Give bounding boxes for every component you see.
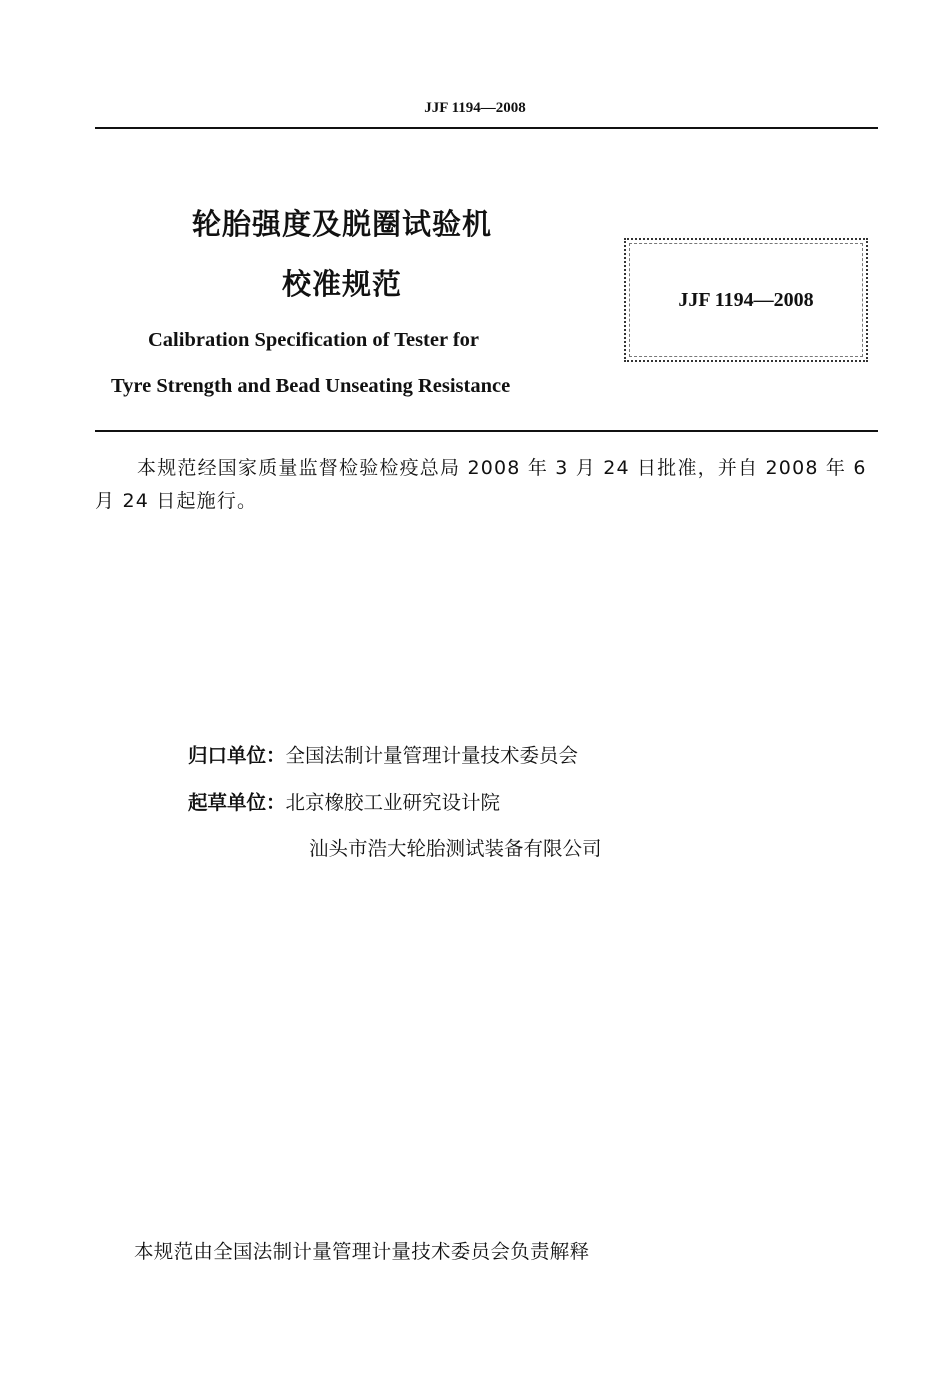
drafting-unit-label: 起草单位：	[188, 791, 286, 814]
title-divider	[95, 430, 878, 432]
header-standard-code: JJF 1194—2008	[424, 100, 526, 116]
interpretation-note: 本规范由全国法制计量管理计量技术委员会负责解释	[134, 1240, 590, 1263]
drafting-unit-row	[188, 787, 500, 815]
drafting-unit-name-2: 汕头市浩大轮胎测试装备有限公司	[309, 837, 602, 860]
drafting-unit-name-1: 北京橡胶工业研究设计院	[285, 791, 501, 814]
responsible-unit-name: 全国法制计量管理计量技术委员会	[285, 744, 579, 767]
standard-code-box-text: JJF 1194—2008	[678, 288, 814, 311]
title-english-line-1: Calibration Specification of Tester for	[148, 329, 480, 351]
title-chinese-line-2: 校准规范	[281, 267, 402, 301]
approval-statement: 本规范经国家质量监督检验检疫总局 2008 年 3 月 24 日批准，并自 2008 年 6 月 24 日起施行。	[95, 457, 867, 512]
responsible-unit-row	[188, 740, 578, 768]
title-chinese-line-1: 轮胎强度及脱圈试验机	[191, 207, 492, 241]
title-english-line-2: Tyre Strength and Bead Unseating Resistance	[111, 375, 511, 397]
header-divider	[95, 127, 878, 129]
standard-code-box	[624, 238, 868, 362]
responsible-unit-label: 归口单位：	[188, 744, 286, 767]
